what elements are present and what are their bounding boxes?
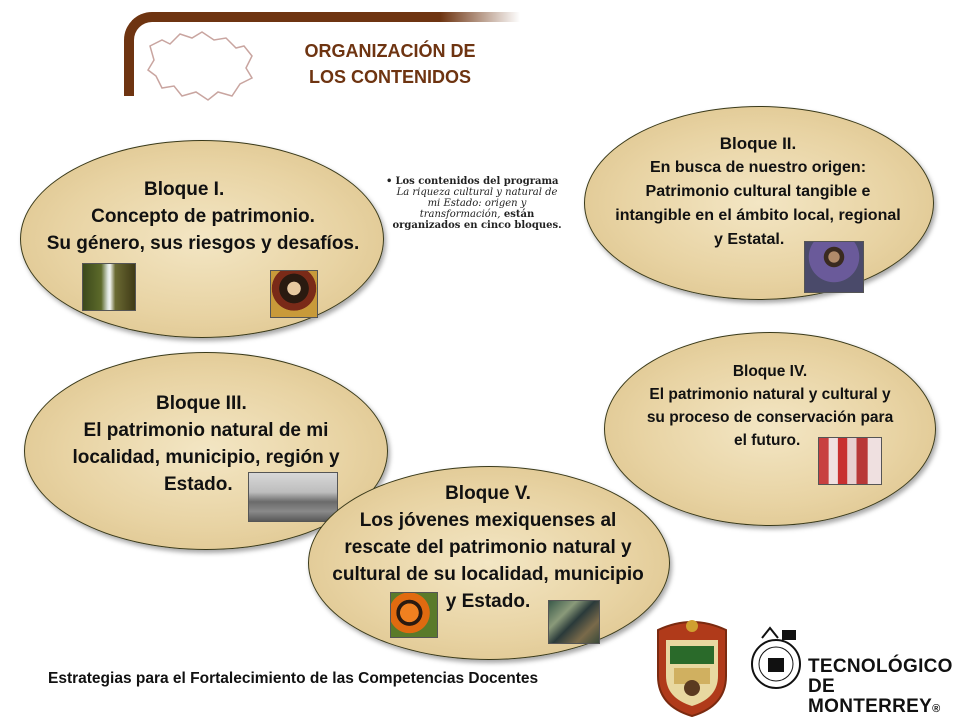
footer-text: Estrategias para el Fortalecimiento de las Competencias Docentes	[48, 670, 539, 687]
bloque-3-line: localidad, municipio, región y	[72, 447, 340, 468]
bloque-5-line: y Estado.	[445, 591, 531, 612]
tec-line2	[808, 677, 960, 719]
tec-monterrey-wordmark	[808, 657, 960, 719]
intro-text-part2: están organizados en cinco bloques.	[392, 209, 562, 231]
bloque-2-line: intangible en el ámbito local, regional	[615, 207, 901, 224]
tec-monterrey-seal-icon	[748, 624, 804, 694]
page-title	[280, 38, 500, 90]
bloque-4-line: el futuro.	[734, 432, 801, 449]
bloque-2-heading: Bloque II.	[719, 134, 797, 153]
butterfly-photo	[390, 592, 438, 638]
header-frame-fade	[440, 8, 540, 32]
bloque-2-line: Patrimonio cultural tangible e	[645, 183, 871, 200]
intro-text-italic: La riqueza cultural y natural de mi Estado: origen y transformación,	[396, 187, 558, 220]
bloque-4-line: su proceso de conservación para	[646, 409, 894, 426]
bloque-2-line: y Estatal.	[714, 231, 785, 248]
bloque-5-line: Los jóvenes mexiquenses al	[359, 510, 617, 531]
mural-photo	[548, 600, 600, 644]
bloque-5-text	[312, 480, 664, 615]
bloque-2-text	[584, 132, 932, 252]
waterfall-photo	[82, 263, 136, 311]
bullet-icon: •	[386, 176, 393, 187]
bloque-3-heading: Bloque III.	[156, 393, 247, 414]
page-title-line1: ORGANIZACIÓN DE	[304, 41, 476, 61]
bloque-1-heading: Bloque I.	[144, 179, 225, 200]
bloque-4-heading: Bloque IV.	[732, 363, 808, 380]
dancers-photo	[818, 437, 882, 485]
bloque-1-line: Concepto de patrimonio.	[91, 206, 315, 227]
bloque-3-line: El patrimonio natural de mi	[83, 420, 329, 441]
bloque-5-line: rescate del patrimonio natural y	[344, 537, 632, 558]
state-map-outline-icon	[140, 26, 270, 104]
portrait-photo	[270, 270, 318, 318]
bloque-3-line: Estado.	[164, 474, 233, 495]
bloque-1-line: Su género, sus riesgos y desafíos.	[46, 233, 360, 254]
bloque-2-line: En busca de nuestro origen:	[649, 159, 867, 176]
bloque-4-line: El patrimonio natural y cultural y	[649, 386, 891, 403]
woman-rebozo-photo	[804, 241, 864, 293]
page-title-line2: LOS CONTENIDOS	[308, 67, 471, 87]
intro-text-part1: Los contenidos del programa	[395, 176, 559, 187]
estado-de-mexico-shield-icon	[650, 616, 734, 718]
bloque-4-text	[608, 360, 932, 452]
intro-note	[386, 176, 562, 231]
tec-line2-text: DE MONTERREY	[808, 676, 933, 717]
bloque-5-line: cultural de su localidad, municipio	[332, 564, 644, 585]
tec-registered-mark: ®	[932, 703, 941, 715]
bloque-5-heading: Bloque V.	[445, 483, 531, 504]
tec-line1: TECNOLÓGICO	[808, 656, 953, 677]
bloque-1-text	[28, 176, 378, 257]
